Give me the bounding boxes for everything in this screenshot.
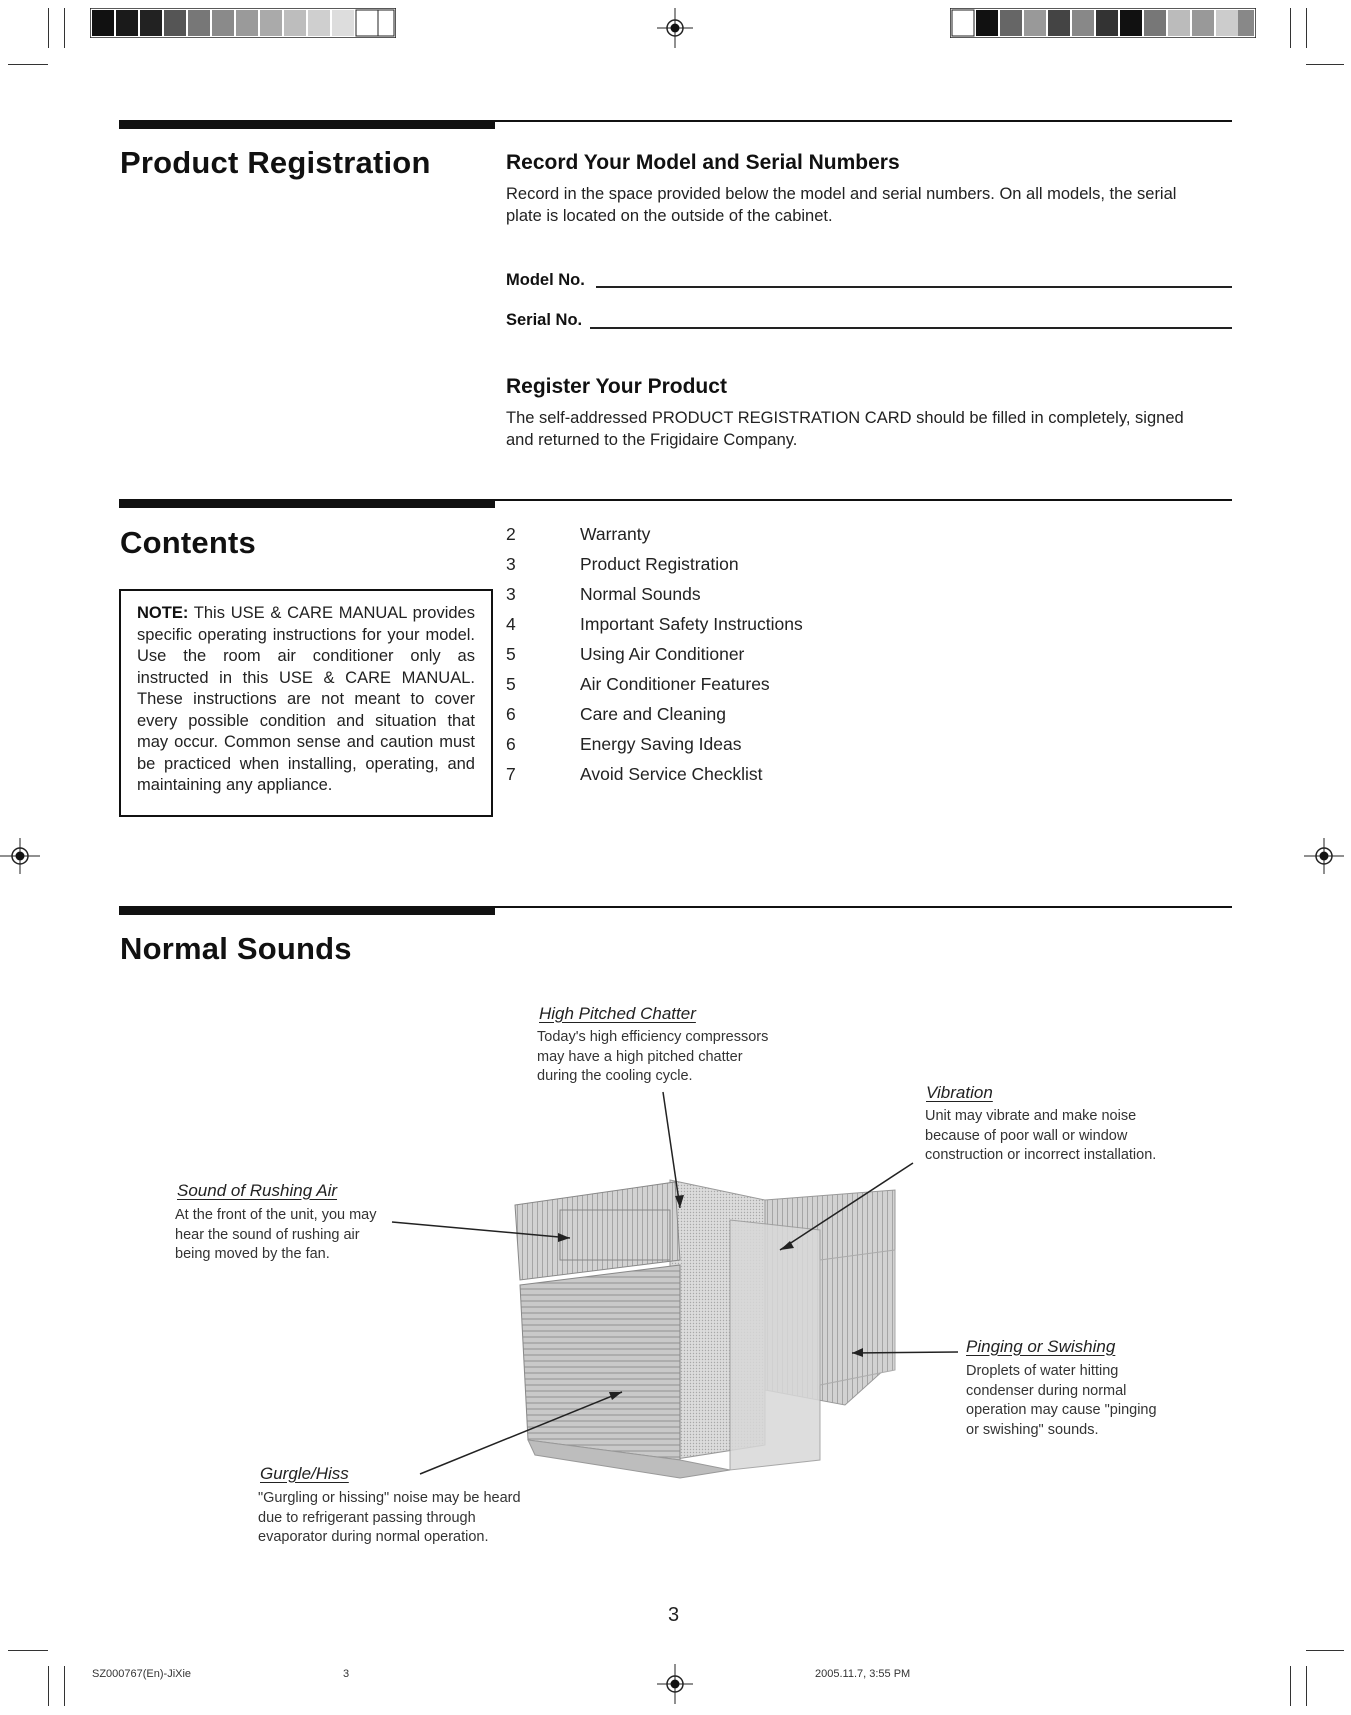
section-title: Product Registration [120, 145, 431, 180]
callout-line: Unit may vibrate and make noise [925, 1108, 1137, 1124]
note-box [119, 589, 493, 817]
callout-vibration-title: Vibration [926, 1083, 993, 1102]
model-number-field[interactable] [596, 286, 1232, 288]
registration-target-icon-right [1304, 836, 1344, 876]
section-rule-thick [119, 499, 495, 508]
toc-item[interactable] [506, 734, 926, 764]
registration-target-icon-left [0, 836, 40, 876]
air-conditioner-illustration [500, 1160, 920, 1480]
callout-line: condenser during normal [966, 1382, 1127, 1399]
callout-line: during the cooling cycle. [537, 1068, 693, 1084]
footer-timestamp: 2005.11.7, 3:55 PM [815, 1668, 911, 1680]
toc-page: 2 [506, 524, 516, 544]
print-registration-bar-right [950, 8, 1256, 38]
register-text-line: and returned to the Frigidaire Company. [506, 431, 798, 449]
toc-page: 6 [506, 704, 516, 724]
section-title: Contents [120, 525, 256, 560]
print-registration-bar-left [90, 8, 396, 38]
toc-page: 3 [506, 584, 516, 604]
callout-gurgle-text [258, 1489, 578, 1548]
callout-chatter-text [537, 1028, 797, 1087]
callout-line: At the front of the unit, you may [175, 1207, 377, 1223]
toc-page: 3 [506, 554, 516, 574]
callout-line: because of poor wall or window [925, 1127, 1128, 1144]
toc-item[interactable] [506, 764, 926, 794]
record-text-line: Record in the space provided below the model and serial numbers. On all models, the serial [506, 185, 1177, 203]
callout-line: or swishing" sounds. [966, 1421, 1099, 1438]
callout-line: construction or incorrect installation. [925, 1147, 1157, 1163]
callout-line: operation may cause "pinging [966, 1402, 1157, 1418]
footer-sheet-number: 3 [343, 1668, 350, 1680]
callout-line: hear the sound of rushing air [175, 1226, 360, 1243]
serial-number-field[interactable] [590, 327, 1232, 329]
callout-pinging-text [966, 1362, 1196, 1440]
footer-doc-code: SZ000767(En)-JiXie [92, 1668, 192, 1680]
toc-item[interactable] [506, 554, 926, 584]
page-number: 3 [668, 1604, 680, 1626]
callout-vibration-text [925, 1107, 1205, 1166]
callout-pinging-title: Pinging or Swishing [966, 1337, 1116, 1356]
toc-item[interactable] [506, 704, 926, 734]
callout-rushing-air-text [175, 1206, 405, 1265]
callout-gurgle-title: Gurgle/Hiss [260, 1464, 349, 1483]
callout-line: "Gurgling or hissing" noise may be heard [258, 1490, 521, 1506]
note-text: This USE & CARE MANUAL provides specific operating instructions for your model. Use the room air conditioner only as instructed in this USE & CARE MANUAL. These instructions are not meant to cover every possible condition and situation that may occur. Common sense and caution must be practiced when installing, operating, and maintaining any appliance. [137, 604, 475, 794]
toc-title: Product Registration [580, 554, 739, 574]
callout-line: Today's high efficiency compressors [537, 1029, 769, 1045]
section-title: Normal Sounds [120, 931, 352, 966]
toc-item[interactable] [506, 674, 926, 704]
registration-target-icon-bottom [655, 1664, 695, 1704]
toc-page: 4 [506, 614, 516, 634]
toc-page: 5 [506, 674, 516, 694]
section-rule-thick [119, 906, 495, 915]
toc-page: 7 [506, 764, 516, 784]
callout-line: evaporator during normal operation. [258, 1529, 489, 1545]
toc-title: Warranty [580, 524, 651, 544]
callout-chatter-title: High Pitched Chatter [539, 1004, 696, 1023]
registration-target-icon-top [655, 8, 695, 48]
toc-item[interactable] [506, 524, 926, 554]
toc-title: Avoid Service Checklist [580, 764, 763, 784]
toc-item[interactable] [506, 584, 926, 614]
section-rule-thick [119, 120, 495, 129]
toc-item[interactable] [506, 644, 926, 674]
record-text [506, 183, 1232, 227]
serial-number-label: Serial No. [506, 311, 583, 329]
note-label: NOTE: [137, 604, 189, 622]
register-text-line: The self-addressed PRODUCT REGISTRATION CARD should be filled in completely, signed [506, 409, 1184, 427]
toc-item[interactable] [506, 614, 926, 644]
section-rule-thin [495, 120, 1232, 122]
toc-title: Care and Cleaning [580, 704, 726, 724]
record-heading: Record Your Model and Serial Numbers [506, 151, 900, 174]
toc-title: Air Conditioner Features [580, 674, 770, 694]
toc-title: Using Air Conditioner [580, 644, 745, 664]
register-text [506, 407, 1232, 451]
callout-line: may have a high pitched chatter [537, 1048, 743, 1065]
register-heading: Register Your Product [506, 375, 727, 398]
record-text-line: plate is located on the outside of the cabinet. [506, 207, 833, 225]
callout-line: due to refrigerant passing through [258, 1509, 476, 1526]
callout-line: Droplets of water hitting [966, 1363, 1119, 1379]
toc-page: 6 [506, 734, 516, 754]
callout-rushing-air-title: Sound of Rushing Air [177, 1181, 338, 1200]
toc-title: Energy Saving Ideas [580, 734, 742, 754]
toc-title: Important Safety Instructions [580, 614, 803, 634]
toc-page: 5 [506, 644, 516, 664]
callout-line: being moved by the fan. [175, 1246, 330, 1262]
model-number-label: Model No. [506, 271, 585, 289]
section-rule-thin [495, 499, 1232, 501]
section-rule-thin [495, 906, 1232, 908]
toc-title: Normal Sounds [580, 584, 701, 604]
